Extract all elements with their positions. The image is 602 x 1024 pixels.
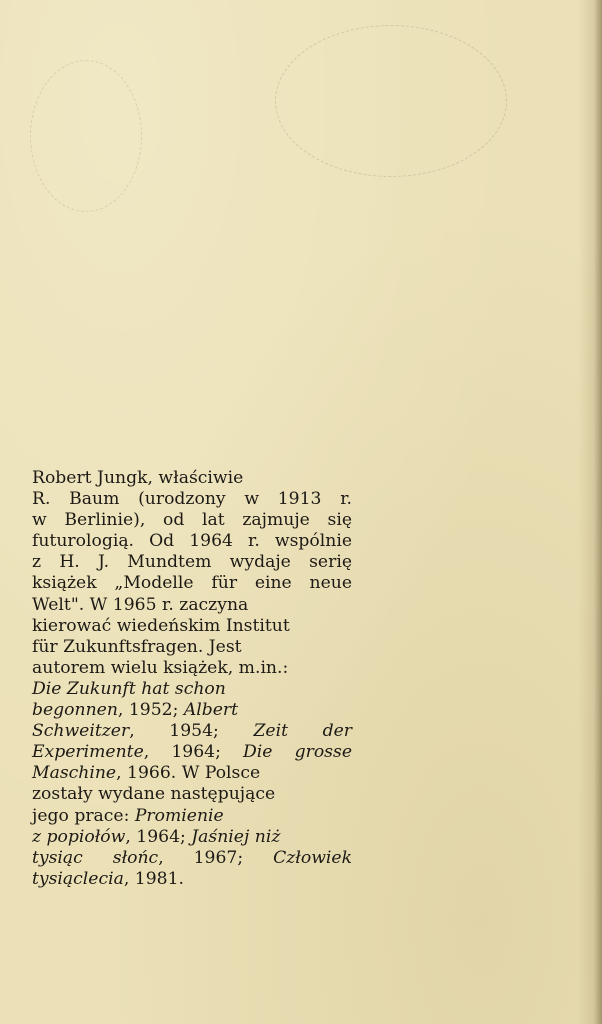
bio-italic-title: tysiąclecia [32, 868, 124, 889]
bio-text: z H. J. Mundtem wydaje serię [32, 552, 352, 573]
bio-line [32, 489, 352, 510]
bio-text: , 1964; [143, 742, 244, 763]
author-biography [32, 468, 352, 890]
bio-text: książek „Modelle für eine neue [32, 573, 352, 594]
bio-text: w Berlinie), od lat zajmuje się [32, 510, 352, 531]
bio-italic-title: Jaśniej niż [191, 826, 281, 847]
bio-text: , 1967; [158, 847, 274, 868]
bio-text: für Zukunftsfragen. Jest [32, 636, 242, 657]
bio-line [32, 658, 352, 679]
bio-text: , 1966. W Polsce [116, 763, 261, 784]
bio-line [32, 679, 352, 700]
bio-text: R. Baum (urodzony w 1913 r. [32, 489, 352, 510]
bio-italic-title: begonnen [32, 700, 118, 721]
bio-line [32, 595, 352, 616]
bio-line [32, 827, 352, 848]
bio-italic-title: Promienie [134, 805, 224, 826]
bio-line [32, 468, 352, 489]
bio-text: , 1964; [125, 826, 192, 847]
bio-line [32, 763, 352, 784]
bio-line [32, 721, 352, 742]
bio-line [32, 616, 352, 637]
bio-text: kierować wiedeńskim Institut [32, 615, 290, 636]
bio-italic-title: Maschine [32, 763, 117, 784]
bio-italic-title: Experimente [32, 742, 144, 763]
bio-text: , 1952; [117, 700, 184, 721]
bio-line [32, 700, 352, 721]
bio-line [32, 742, 352, 763]
bio-line [32, 573, 352, 594]
bio-text: , 1981. [123, 868, 184, 889]
bio-italic-title: Die Zukunft hat schon [32, 678, 226, 699]
bio-italic-title: tysiąc słońc [32, 847, 159, 868]
page-edge-shadow [594, 0, 602, 1024]
bio-text: jego prace: [32, 805, 135, 826]
bio-text: , 1954; [129, 721, 254, 742]
bio-italic-title: Zeit der [253, 721, 353, 742]
bio-text: Robert Jungk, właściwie [32, 468, 244, 488]
bio-italic-title: Człowiek [273, 847, 352, 868]
bio-text: futurologią. Od 1964 r. wspólnie [32, 531, 352, 552]
stamp-smudge-right [275, 25, 507, 177]
stamp-smudge-left [30, 60, 142, 212]
bio-line [32, 637, 352, 658]
bio-line [32, 510, 352, 531]
bio-italic-title: Albert [183, 700, 239, 721]
bio-line [32, 531, 352, 552]
bio-line [32, 784, 352, 805]
bio-italic-title: Schweitzer [32, 721, 130, 742]
bio-line [32, 552, 352, 573]
bio-text: zostały wydane następujące [32, 784, 276, 805]
bio-line [32, 848, 352, 869]
bio-line [32, 806, 352, 827]
bio-italic-title: Die grosse [243, 742, 352, 763]
bio-text: Welt". W 1965 r. zaczyna [32, 594, 249, 615]
bio-text: autorem wielu książek, m.in.: [32, 657, 289, 678]
bio-line [32, 869, 352, 890]
bio-italic-title: z popiołów [32, 826, 126, 847]
